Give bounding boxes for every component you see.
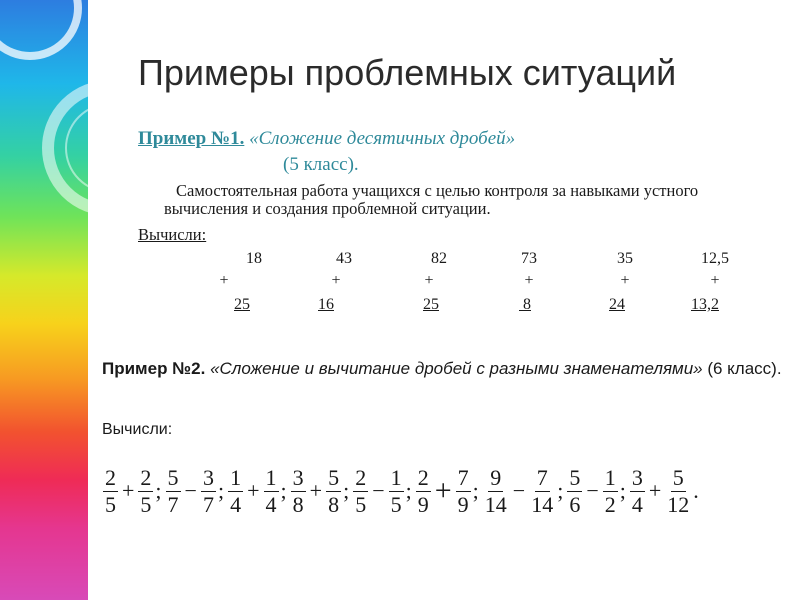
problem-operand-b: 13,2 [691, 296, 719, 313]
separator: ; [343, 478, 350, 503]
example2-paragraph [102, 356, 786, 382]
problem-operand-b: 24 [609, 296, 625, 313]
fraction: $\frac{3}{7}$ [202, 464, 214, 517]
problem-operator: + [620, 272, 630, 289]
fraction-expressions [102, 456, 702, 526]
math-operator: + [247, 478, 260, 503]
math-operator: − [512, 478, 526, 503]
problem-operand-a: 35 [617, 250, 633, 267]
problem-operand-b: 25 [234, 296, 250, 313]
fraction: $\frac{1}{5}$ [390, 464, 402, 517]
separator: ; [557, 478, 564, 503]
example1-topic: «Сложение десятичных дробей» [249, 128, 516, 149]
problem-operator: + [331, 272, 341, 289]
fraction: $\frac{2}{5}$ [355, 464, 367, 517]
math-operator: − [372, 478, 385, 503]
fraction: $\frac{3}{4}$ [631, 464, 643, 517]
separator: ; [405, 478, 412, 503]
example1-grade: (5 класс). [283, 154, 359, 175]
math-operator: + [648, 478, 662, 503]
problem-operand-a: 12,5 [701, 250, 729, 267]
fraction: $\frac{1}{4}$ [230, 464, 242, 517]
problem-operand-a: 18 [246, 250, 262, 267]
fraction: $\frac{5}{7}$ [167, 464, 179, 517]
problem-operator: + [710, 272, 720, 289]
fraction: $\frac{2}{9}$ [417, 464, 429, 517]
fraction: $\frac{2}{5}$ [140, 464, 152, 517]
problem-operand-b: 25 [423, 296, 439, 313]
problem-operand-b: 8 [519, 296, 531, 313]
fraction: $\frac{5}{6}$ [569, 464, 581, 517]
example2-topic: «Сложение и вычитание дробей с разными знаменателями» [210, 359, 703, 378]
problem-operand-a: 82 [431, 250, 447, 267]
math-operator: − [184, 478, 197, 503]
math-operator: − [586, 478, 599, 503]
fraction: $\frac{5}{12}$ [667, 464, 690, 517]
slide-title: Примеры проблемных ситуаций [138, 52, 677, 93]
problem-operator: + [219, 272, 229, 289]
problem-operand-a: 43 [336, 250, 352, 267]
example2-compute-label: Вычисли: [102, 421, 173, 438]
example1-number: Пример №1. [138, 128, 245, 149]
problem-operator: + [524, 272, 534, 289]
fraction: $\frac{9}{14}$ [484, 464, 507, 517]
problem-operand-a: 73 [521, 250, 537, 267]
separator: ; [472, 478, 479, 503]
math-operator: + [434, 474, 452, 507]
problem-operator: + [424, 272, 434, 289]
example2-grade: (6 класс). [707, 359, 782, 378]
fraction: $\frac{5}{8}$ [328, 464, 340, 517]
decorative-rings [0, 0, 180, 230]
terminator: . [693, 478, 699, 503]
example1-description: Самостоятельная работа учащихся с целью контроля за навыками устного вычисления и создания проблемной ситуации. [164, 181, 699, 218]
example1-compute-label: Вычисли: [138, 225, 207, 244]
fraction: $\frac{1}{2}$ [604, 464, 616, 517]
separator: ; [155, 478, 162, 503]
fraction: $\frac{1}{4}$ [265, 464, 277, 517]
fraction: $\frac{7}{9}$ [457, 464, 469, 517]
separator: ; [217, 478, 225, 503]
separator: ; [280, 478, 287, 503]
math-operator: + [309, 478, 323, 503]
example2-number: Пример №2. [102, 359, 206, 378]
fraction: $\frac{3}{8}$ [292, 464, 304, 517]
example1-heading [138, 128, 515, 150]
fraction: $\frac{7}{14}$ [531, 464, 554, 517]
math-operator: + [122, 478, 135, 503]
separator: ; [619, 478, 626, 503]
fraction: $\frac{2}{5}$ [105, 464, 116, 517]
problem-operand-b: 16 [318, 296, 334, 313]
